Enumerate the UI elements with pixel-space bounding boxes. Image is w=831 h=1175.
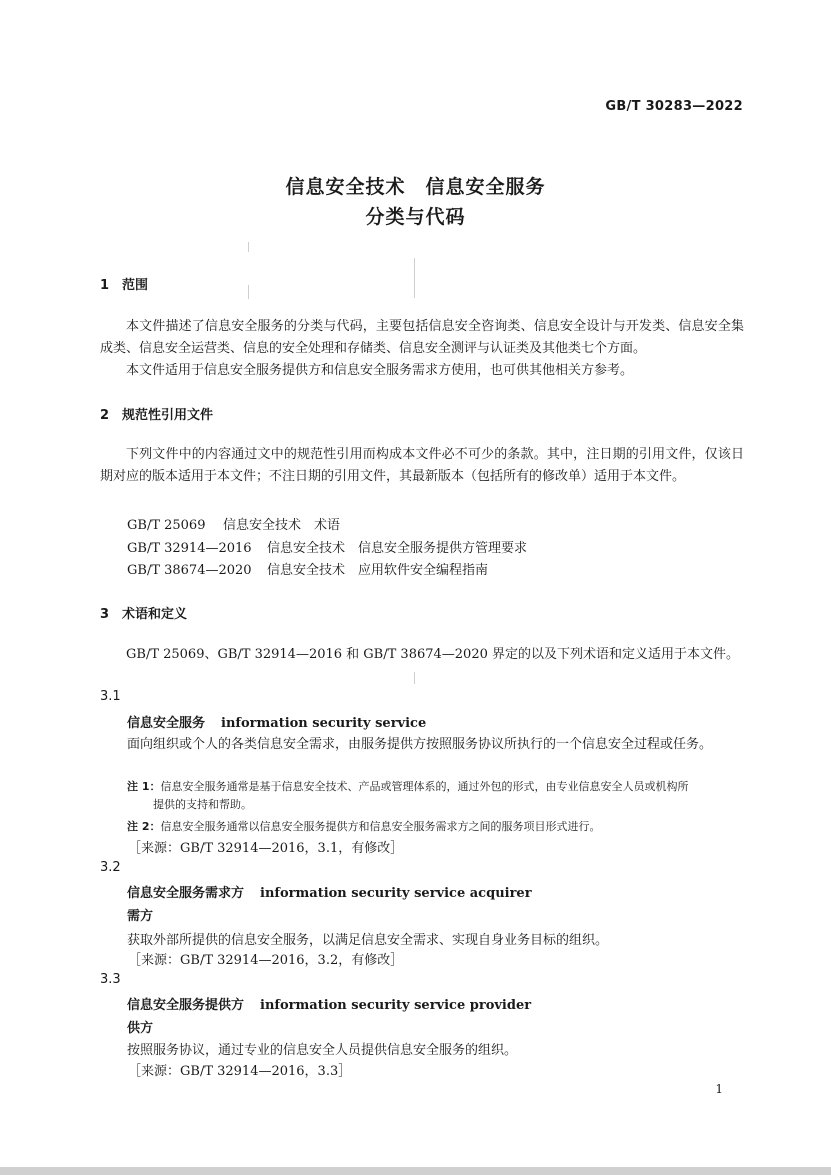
reference-title: 信息安全技术 信息安全服务提供方管理要求 — [267, 541, 528, 556]
term-number: 3.3 — [100, 972, 121, 987]
reference-code: GB/T 32914—2016 — [127, 541, 252, 556]
term-definition: 获取外部所提供的信息安全服务，以满足信息安全需求、实现自身业务目标的组织。 — [127, 933, 609, 948]
term-en: information security service acquirer — [260, 886, 532, 901]
section-heading-terms — [100, 603, 187, 622]
page-number: 1 — [715, 1082, 723, 1096]
scan-artifact — [414, 672, 415, 684]
standard-number: GB/T 30283—2022 — [605, 99, 743, 114]
reference-item — [127, 514, 340, 533]
term-source: ［来源：GB/T 32914—2016，3.1，有修改］ — [128, 841, 404, 856]
section-heading-normative-references — [100, 404, 213, 423]
term-zh: 信息安全服务需求方 — [127, 886, 245, 901]
note-text: 信息安全服务通常以信息安全服务提供方和信息安全服务需求方之间的服务项目形式进行。 — [160, 820, 601, 833]
section-title: 范围 — [122, 278, 149, 293]
term-en: information security service provider — [260, 998, 532, 1013]
section-heading-scope — [100, 274, 148, 293]
term-zh: 信息安全服务提供方 — [127, 998, 245, 1013]
term-definition: 面向组织或个人的各类信息安全需求，由服务提供方按照服务协议所执行的一个信息安全过程或任务。 — [127, 737, 713, 752]
term-number: 3.2 — [100, 860, 121, 875]
term-note — [127, 778, 747, 814]
scope-paragraph-2: 本文件适用于信息安全服务提供方和信息安全服务需求方使用，也可供其他相关方参考。 — [126, 363, 634, 378]
scan-bottom-edge — [0, 1167, 831, 1175]
term-heading — [127, 994, 531, 1013]
note-label: 注 1： — [127, 780, 161, 793]
term-source: ［来源：GB/T 32914—2016，3.2，有修改］ — [128, 953, 404, 968]
term-en: information security service — [221, 716, 427, 731]
reference-title: 信息安全技术 应用软件安全编程指南 — [267, 563, 489, 578]
note-label: 注 2： — [127, 820, 161, 833]
term-source: ［来源：GB/T 32914—2016，3.3］ — [128, 1064, 352, 1079]
document-subtitle: 分类与代码 — [365, 206, 466, 228]
term-number: 3.1 — [100, 689, 121, 704]
term-note — [127, 818, 747, 836]
term-zh: 信息安全服务 — [127, 716, 206, 731]
section-number: 1 — [100, 278, 110, 293]
section-number: 2 — [100, 408, 110, 423]
references-paragraph: 下列文件中的内容通过文中的规范性引用而构成本文件必不可少的条款。其中，注日期的引用文件，仅该日期对应的版本适用于本文件；不注日期的引用文件，其最新版本（包括所有的修改单）适用于本文件。 — [100, 447, 744, 484]
scan-artifact — [248, 242, 249, 252]
note-text: 信息安全服务通常是基于信息安全技术、产品或管理体系的，通过外包的形式，由专业信息安全人员或机构所 — [160, 780, 689, 793]
section-title: 术语和定义 — [122, 607, 188, 622]
reference-title: 信息安全技术 术语 — [223, 518, 341, 533]
term-alt: 需方 — [127, 909, 154, 924]
scope-paragraph-1: 本文件描述了信息安全服务的分类与代码，主要包括信息安全咨询类、信息安全设计与开发类、信息安全集成类、信息安全运营类、信息的安全处理和存储类、信息安全测评与认证类及其他类七个方面。 — [100, 319, 744, 356]
reference-code: GB/T 38674—2020 — [127, 563, 252, 578]
terms-intro-paragraph: GB/T 25069、GB/T 32914—2016 和 GB/T 38674—2020 界定的以及下列术语和定义适用于本文件。 — [126, 647, 739, 662]
reference-code: GB/T 25069 — [127, 518, 206, 533]
term-alt: 供方 — [127, 1021, 154, 1036]
term-definition: 按照服务协议，通过专业的信息安全人员提供信息安全服务的组织。 — [127, 1043, 518, 1058]
term-heading — [127, 712, 426, 731]
scan-artifact — [248, 285, 249, 299]
reference-item — [127, 559, 488, 578]
section-number: 3 — [100, 607, 110, 622]
document-title: 信息安全技术 信息安全服务 — [285, 176, 546, 198]
scan-artifact — [414, 258, 415, 298]
note-continuation: 提供的支持和帮助。 — [153, 798, 252, 811]
section-title: 规范性引用文件 — [122, 408, 214, 423]
reference-item — [127, 537, 527, 556]
term-heading — [127, 882, 532, 901]
